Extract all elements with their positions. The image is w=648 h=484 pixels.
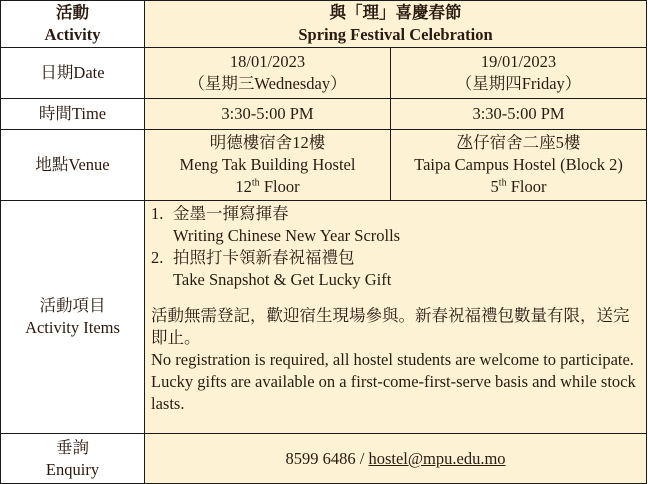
- enquiry-label-zh: 垂詢: [56, 437, 89, 457]
- venue-2-cell: [391, 130, 647, 201]
- venue-label: 地點Venue: [1, 130, 145, 201]
- time-day1: 3:30-5:00 PM: [145, 99, 391, 130]
- venue-2-floor: 5th Floor: [490, 177, 547, 196]
- items-label-zh: 活動項目: [39, 296, 106, 315]
- header-activity-zh: 活動: [56, 3, 89, 22]
- header-activity-en: Activity: [44, 25, 101, 44]
- note-zh: 活動無需登記，歡迎宿生現場參與。新春祝福禮包數量有限，送完即止。: [151, 306, 630, 347]
- venue-2-zh: 氹仔宿舍二座5樓: [456, 133, 581, 152]
- header-event-cell: [145, 1, 647, 48]
- items-label-cell: [1, 201, 145, 434]
- enquiry-separator: /: [355, 448, 369, 468]
- item-number: 1.: [151, 204, 164, 223]
- venue-1-en: Meng Tak Building Hostel: [179, 155, 356, 174]
- venue-1-floor: 12th Floor: [235, 177, 300, 196]
- date-day2-cell: [391, 48, 647, 99]
- item-zh: 金墨一揮寫揮春: [173, 204, 289, 223]
- time-day2: 3:30-5:00 PM: [391, 99, 647, 130]
- venue-1-cell: [145, 130, 391, 201]
- date-day2-weekday: （星期四Friday）: [455, 74, 582, 93]
- item-zh: 拍照打卡領新春祝福禮包: [173, 248, 355, 267]
- enquiry-email-link[interactable]: hostel@mpu.edu.mo: [368, 448, 506, 468]
- date-day1: 18/01/2023: [229, 52, 306, 71]
- event-title-zh: 與「理」喜慶春節: [329, 3, 462, 22]
- enquiry-label-en: Enquiry: [45, 459, 100, 479]
- enquiry-contact-cell: [145, 434, 647, 484]
- item-en: Take Snapshot & Get Lucky Gift: [173, 270, 392, 289]
- items-label-en: Activity Items: [25, 318, 120, 337]
- item-number: 2.: [151, 248, 164, 267]
- note-en: No registration is required, all hostel students are welcome to participate. Lucky gifts are available on a first-come-first-serve basis and while stock lasts.: [151, 350, 636, 413]
- date-day2: 19/01/2023: [480, 52, 557, 71]
- date-row: [1, 48, 647, 99]
- enquiry-label-cell: [1, 434, 145, 484]
- list-item: [151, 203, 640, 247]
- date-day1-cell: [145, 48, 391, 99]
- date-label: 日期Date: [1, 48, 145, 99]
- items-row: [1, 201, 647, 434]
- enquiry-phone: 8599 6486: [285, 448, 356, 468]
- header-activity-cell: [1, 1, 145, 48]
- list-item: [151, 247, 640, 291]
- venue-row: [1, 130, 647, 201]
- time-row: [1, 99, 647, 130]
- enquiry-row: [1, 434, 647, 484]
- date-day1-weekday: （星期三Wednesday）: [188, 74, 347, 93]
- header-row: [1, 1, 647, 48]
- venue-1-zh: 明德樓宿舍12樓: [209, 133, 326, 152]
- items-content-cell: [145, 201, 647, 434]
- event-title-en: Spring Festival Celebration: [298, 25, 493, 44]
- item-en: Writing Chinese New Year Scrolls: [173, 226, 401, 245]
- time-label: 時間Time: [1, 99, 145, 130]
- venue-2-en: Taipa Campus Hostel (Block 2): [414, 155, 623, 174]
